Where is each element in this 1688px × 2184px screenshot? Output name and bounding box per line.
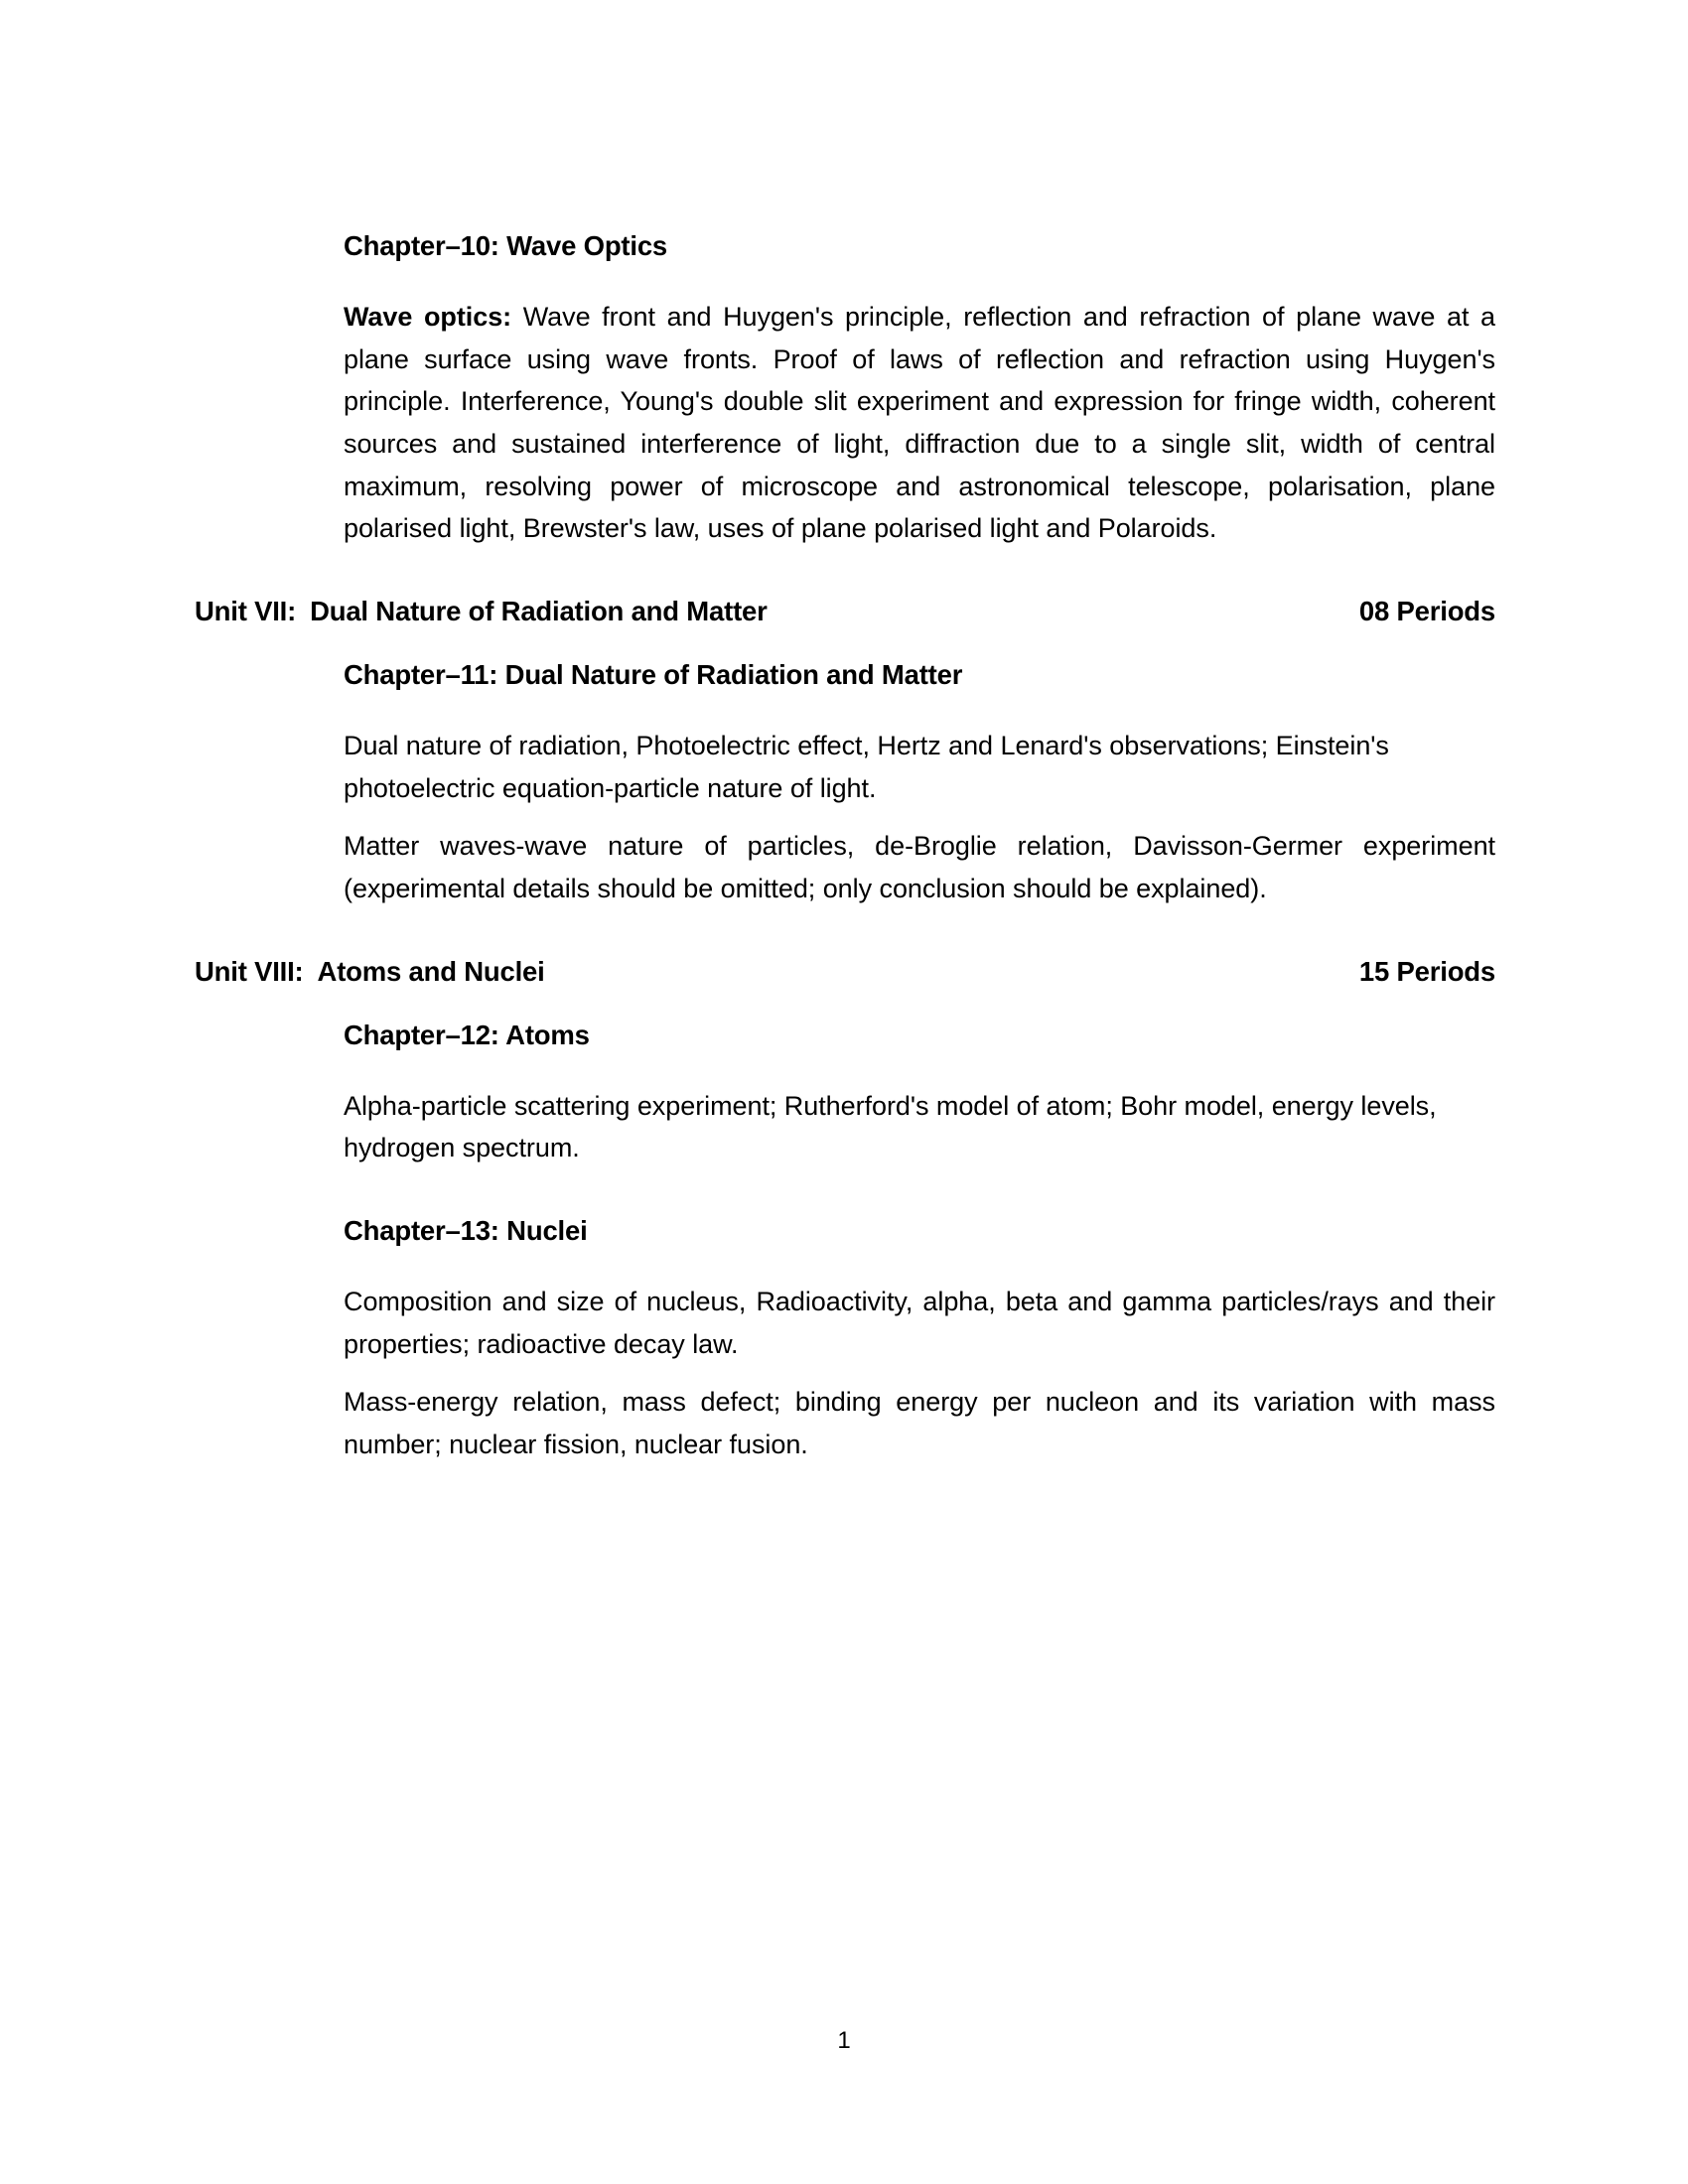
chapter-11-paragraph-1: Dual nature of radiation, Photoelectric effect, Hertz and Lenard's observations; Einstein's photoelectric equation-particle nature of light.	[344, 730, 1389, 803]
spacer	[344, 809, 1495, 825]
spacer	[344, 637, 1495, 659]
spacer	[344, 1365, 1495, 1381]
wave-optics-body: Wave front and Huygen's principle, reflection and refraction of plane wave at a plane surface using wave fronts. Proof of laws of reflection and refraction using Huygen's principle. Interference, Young's double slit experiment and expression for fringe width, coherent sources and sustained interference of light, diffraction due to a single slit, width of central maximum, resolving power of microscope and astronomical telescope, polarisation, plane polarised light, Brewster's law, uses of plane polarised light and Polaroids.	[344, 302, 1495, 544]
unit-7-row	[195, 596, 1495, 627]
unit-7-periods: 08 Periods	[1358, 595, 1495, 626]
chapter-13-paragraph-2: Mass-energy relation, mass defect; binding energy per nucleon and its variation with mass number; nuclear fission, nuclear fusion.	[344, 1387, 1495, 1459]
chapter-12-heading: Chapter–12: Atoms	[344, 1019, 590, 1050]
chapter-10-heading: Chapter–10: Wave Optics	[344, 230, 668, 261]
page-number: 1	[837, 2027, 851, 2054]
chapter-10-paragraph	[344, 296, 1495, 550]
unit-8-periods: 15 Periods	[1358, 955, 1495, 987]
spacer	[344, 691, 1495, 725]
chapter-13-heading: Chapter–13: Nuclei	[344, 1214, 588, 1246]
spacer	[344, 262, 1495, 296]
chapter-12-paragraph-1: Alpha-particle scattering experiment; Rutherford's model of atom; Bohr model, energy levels, hydrogen spectrum.	[344, 1090, 1437, 1163]
spacer	[344, 1051, 1495, 1085]
spacer	[344, 1247, 1495, 1281]
chapter-11-heading: Chapter–11: Dual Nature of Radiation and Matter	[344, 658, 963, 690]
unit-7-label: Unit VII:	[195, 595, 297, 626]
unit-8-label: Unit VIII:	[195, 955, 304, 987]
chapter-13-paragraph-1: Composition and size of nucleus, Radioactivity, alpha, beta and gamma particles/rays and their properties; radioactive decay law.	[344, 1286, 1495, 1359]
spacer	[344, 1169, 1495, 1215]
unit-8-row	[195, 956, 1495, 988]
chapter-11-block	[344, 637, 1495, 910]
chapter-11-paragraph-2: Matter waves-wave nature of particles, de-Broglie relation, Davisson-Germer experiment (experimental details should be omitted; only conclusion should be explained).	[344, 831, 1495, 903]
wave-optics-lead-in: Wave optics:	[344, 302, 512, 332]
chapter-10-block	[344, 230, 1495, 550]
spacer	[344, 998, 1495, 1020]
unit-8-title: Atoms and Nuclei	[317, 955, 545, 987]
chapter-12-block	[344, 998, 1495, 1169]
chapter-13-block	[344, 1169, 1495, 1466]
document-content	[195, 230, 1495, 1466]
unit-7-title: Dual Nature of Radiation and Matter	[310, 595, 768, 626]
